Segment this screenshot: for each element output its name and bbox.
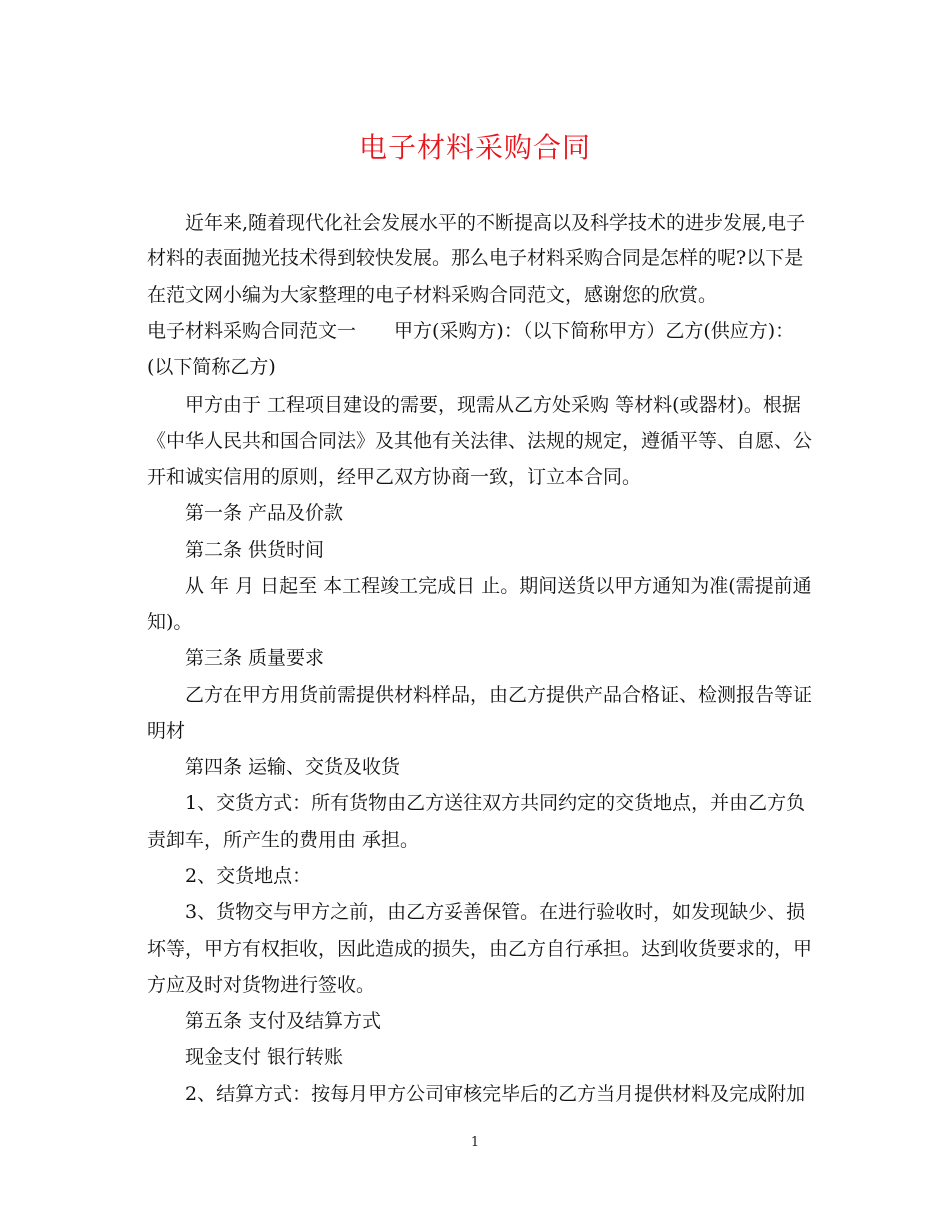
- paragraph-line: 坏等，甲方有权拒收，因此造成的损失，由乙方自行承担。达到收货要求的，甲: [147, 938, 813, 960]
- page-number: 1: [470, 1135, 480, 1150]
- paragraph-line: [147, 318, 794, 344]
- party-definition: 甲方(采购方)：（以下简称甲方）乙方(供应方)：: [394, 320, 795, 342]
- article-heading: 第一条 产品及价款: [185, 502, 344, 524]
- paragraph-line: 现金支付 银行转账: [185, 1046, 344, 1068]
- paragraph-line: (以下简称乙方): [147, 356, 276, 378]
- paragraph-line: 方应及时对货物进行签收。: [147, 974, 376, 996]
- paragraph-line: 甲方由于 工程项目建设的需要，现需从乙方处采购 等材料(或器材)。根据: [185, 394, 801, 416]
- paragraph-line: 责卸车，所产生的费用由 承担。: [147, 829, 420, 851]
- paragraph-line: 明材: [147, 720, 186, 742]
- article-heading: 第四条 运输、交货及收货: [185, 756, 401, 778]
- paragraph-line: 在范文网小编为大家整理的电子材料采购合同范文，感谢您的欣赏。: [147, 284, 718, 306]
- paragraph-line: 从 年 月 日起至 本工程竣工完成日 止。期间送货以甲方通知为准(需提前通: [185, 575, 812, 597]
- paragraph-line: 乙方在甲方用货前需提供材料样品，由乙方提供产品合格证、检测报告等证: [185, 684, 813, 706]
- article-heading: 第二条 供货时间: [185, 539, 325, 561]
- paragraph-line: 材料的表面抛光技术得到较快发展。那么电子材料采购合同是怎样的呢?以下是: [147, 247, 804, 269]
- paragraph-line: 开和诚实信用的原则，经甲乙双方协商一致，订立本合同。: [147, 466, 642, 488]
- paragraph-line: 《中华人民共和国合同法》及其他有关法律、法规的规定，遵循平等、自愿、公: [147, 430, 813, 452]
- article-heading: 第五条 支付及结算方式: [185, 1010, 382, 1032]
- paragraph-line: 知)。: [147, 611, 193, 633]
- paragraph-line: 1、交货方式：所有货物由乙方送往双方共同约定的交货地点，并由乙方负: [185, 792, 806, 814]
- document-title: 电子材料采购合同: [358, 131, 591, 164]
- paragraph-line: 2、结算方式：按每月甲方公司审核完毕后的乙方当月提供材料及完成附加: [185, 1083, 806, 1105]
- article-heading: 第三条 质量要求: [185, 647, 325, 669]
- paragraph-line: 2、交货地点：: [185, 865, 312, 887]
- paragraph-line: 近年来,随着现代化社会发展水平的不断提高以及科学技术的进步发展,电子: [185, 212, 806, 234]
- paragraph-line: 3、货物交与甲方之前，由乙方妥善保管。在进行验收时，如发现缺少、损: [185, 901, 806, 923]
- section-heading: 电子材料采购合同范文一: [147, 320, 357, 342]
